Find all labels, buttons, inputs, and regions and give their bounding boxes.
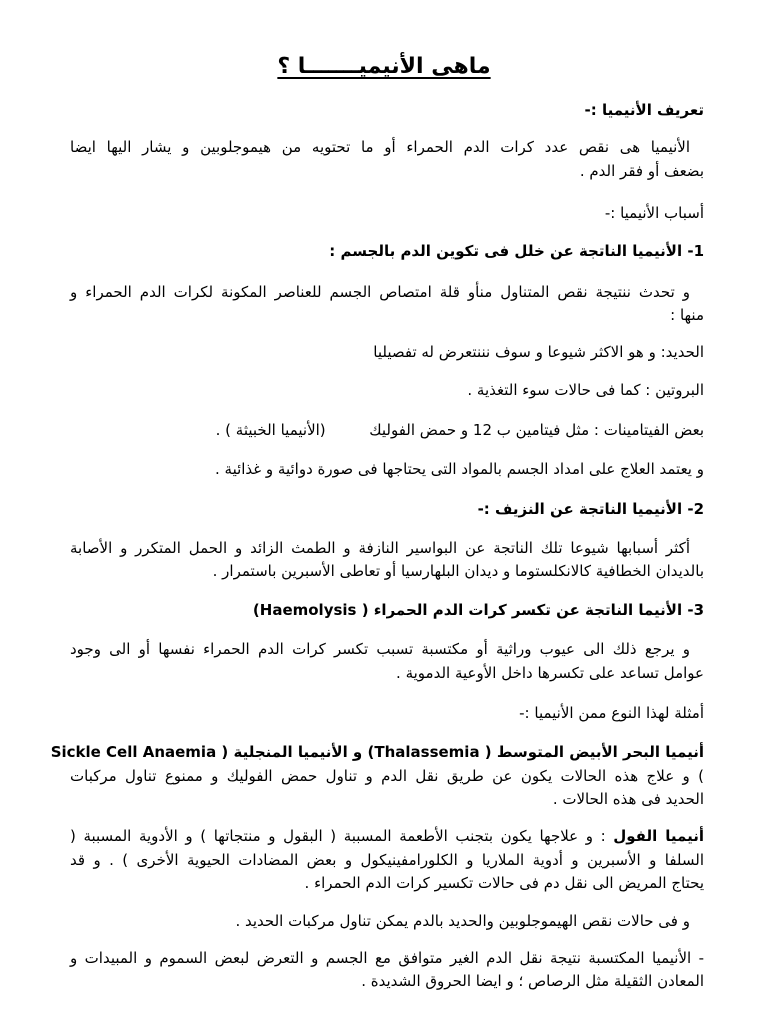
treatment-line: و يعتمد العلاج على امداد الجسم بالمواد التى يحتاجها فى صورة دوائية و غذائية . [214,460,704,478]
definition-line-1: الأنيميا هى نقص عدد كرات الدم الحمراء أو ما تحتويه من هيموجلوبين و يشار اليها ايضا [70,138,690,156]
examples-heading: أمثلة لهذا النوع ممن الأنيميا :- [519,704,704,722]
thalassemia-line-3: الحديد فى هذه الحالات . [552,790,704,808]
favism-line-1 [70,827,704,845]
vitamins-text: بعض الفيتامينات : مثل فيتامين ب 12 و حمض الفوليك [369,421,704,439]
section2-line-1: أكثر أسبابها شيوعا تلك الناتجة عن البواسير النازفة و الطمث الزائد و الحمل المتكرر و الأصابة [70,539,690,557]
section2-heading: 2- الأنيميا الناتجة عن النزيف :- [477,500,704,518]
section3-heading: 3- الأنيما الناتجة عن تكسر كرات الدم الحمراء ( Haemolysis) [252,601,704,619]
iron-line: الحديد: و هو الاكثر شيوعا و سوف نننتعرض له تفصيليا [373,343,704,361]
page-title: ماهى الأنيميـــــــا ؟ [277,54,491,79]
vitamins-line [70,421,704,439]
section3-line-2: عوامل تساعد على تكسرها داخل الأوعية الدموية . [396,664,704,682]
section1-heading: 1- الأنيميا الناتجة عن خلل فى تكوين الدم بالجسم : [329,242,704,260]
favism-line-3: يحتاج المريض الى نقل دم فى حالات تكسير كرات الدم الحمراء . [304,874,704,892]
section1-intro-line-1: و تحدث ننتيجة نقص المتناول منأو قلة امتصاص الجسم للعناصر المكونة لكرات الدم الحمراء و [70,283,690,301]
thalassemia-line-2: ) و علاج هذه الحالات يكون عن طريق نقل الدم و تناول حمض الفوليك و ممنوع تناول مركبات [70,767,704,785]
definition-heading: تعريف الأنيميا :- [584,101,704,119]
acquired-line-1: - الأنيميا المكتسبة نتيجة نقل الدم الغير متوافق مع الجسم و التعرض لبعض السموم و المبيدات و [70,949,704,967]
section2-line-2: بالديدان الخطافية كالانكلستوما و ديدان البلهارسيا أو تعاطى الأسبرين باستمرار . [212,562,704,580]
favism-text: : و علاجها يكون بتجنب الأطعمة المسببة ( البقول و منتجاتها ) و الأدوية المسببة ( [70,827,614,845]
vitamins-note: (الأنيميا الخبيثة ) . [215,421,326,439]
acquired-line-2: المعادن الثقيلة مثل الرصاص ؛ و ايضا الحروق الشديدة . [361,972,704,990]
protein-line: البروتين : كما فى حالات سوء التغذية . [467,381,704,399]
section3-line-1: و يرجع ذلك الى عيوب وراثية أو مكتسبة تسبب تكسر كرات الدم الحمراء نفسها أو الى وجود [70,640,690,658]
thalassemia-line: أنيميا البحر الأبيض المتوسط ( Thalassemia) و الأنيميا المنجلية ( Sickle Cell Anaemia [50,743,704,761]
hemoglobin-line: و فى حالات نقص الهيموجلوبين والحديد بالدم يمكن تناول مركبات الحديد . [235,912,690,930]
favism-label: أنيميا الفول [613,827,704,845]
section1-intro-line-2: منها : [670,306,704,324]
causes-heading: أسباب الأنيميا :- [604,204,704,222]
definition-line-2: بضعف أو فقر الدم . [579,162,704,180]
favism-line-2: السلفا و الأسبرين و أدوية الملاريا و الكلورامفينيكول و بعض المضادات الحيوية الأخرى ) . و قد [70,851,704,869]
